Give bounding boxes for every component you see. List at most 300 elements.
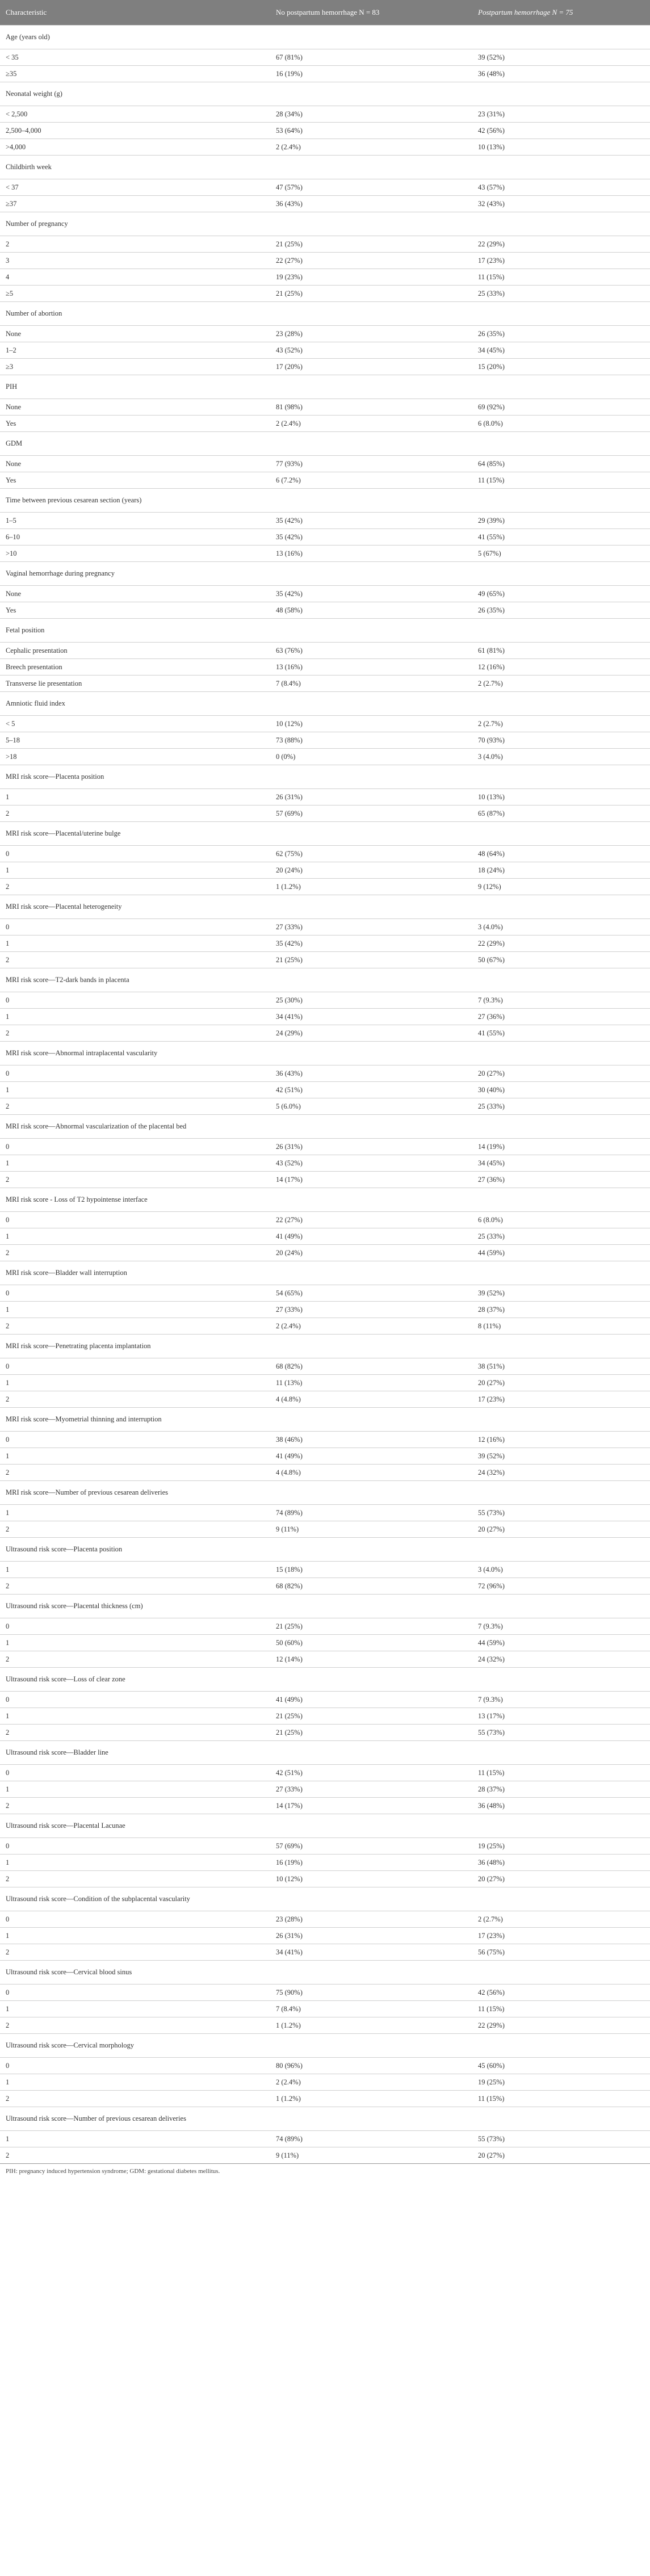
table-row xyxy=(0,1448,650,1465)
row-category: 2 xyxy=(0,236,270,253)
table-body xyxy=(0,26,650,2164)
row-pph-value: 3 (4.0%) xyxy=(472,1562,650,1578)
row-category: 2 xyxy=(0,1318,270,1335)
row-no-pph-value: 22 (27%) xyxy=(270,1212,472,1228)
row-no-pph-value: 35 (42%) xyxy=(270,935,472,952)
row-pph-value: 28 (37%) xyxy=(472,1302,650,1318)
row-category: 2 xyxy=(0,1465,270,1481)
section-empty-cell xyxy=(472,489,650,513)
row-no-pph-value: 75 (90%) xyxy=(270,1985,472,2001)
row-no-pph-value: 26 (31%) xyxy=(270,789,472,805)
row-category: ≥3 xyxy=(0,359,270,375)
section-empty-cell xyxy=(472,1814,650,1838)
table-row xyxy=(0,1009,650,1025)
row-no-pph-value: 36 (43%) xyxy=(270,196,472,212)
table-row xyxy=(0,789,650,805)
section-empty-cell xyxy=(472,1741,650,1765)
row-no-pph-value: 0 (0%) xyxy=(270,749,472,765)
row-no-pph-value: 26 (31%) xyxy=(270,1928,472,1944)
row-category: 2 xyxy=(0,1944,270,1961)
table-row xyxy=(0,1765,650,1781)
row-category: 0 xyxy=(0,846,270,862)
row-category: 5–18 xyxy=(0,732,270,749)
table-row xyxy=(0,342,650,359)
row-no-pph-value: 1 (1.2%) xyxy=(270,879,472,895)
row-category: 3 xyxy=(0,253,270,269)
row-pph-value: 8 (11%) xyxy=(472,1318,650,1335)
section-empty-cell xyxy=(472,2034,650,2058)
row-no-pph-value: 28 (34%) xyxy=(270,106,472,123)
section-empty-cell xyxy=(472,1261,650,1285)
row-category: 2 xyxy=(0,1098,270,1115)
section-empty-cell xyxy=(270,1481,472,1505)
row-no-pph-value: 13 (16%) xyxy=(270,546,472,562)
section-label: MRI risk score—Abnormal vascularization of the placental bed xyxy=(0,1115,270,1139)
section-label: Ultrasound risk score—Placental Lacunae xyxy=(0,1814,270,1838)
section-label: MRI risk score—Bladder wall interruption xyxy=(0,1261,270,1285)
section-row xyxy=(0,432,650,456)
table-row xyxy=(0,1562,650,1578)
row-no-pph-value: 21 (25%) xyxy=(270,236,472,253)
section-empty-cell xyxy=(270,2107,472,2131)
row-pph-value: 20 (27%) xyxy=(472,2147,650,2164)
section-empty-cell xyxy=(270,489,472,513)
row-category: 2 xyxy=(0,2147,270,2164)
footnote-row xyxy=(0,2164,650,2179)
row-pph-value: 2 (2.7%) xyxy=(472,676,650,692)
table-row xyxy=(0,1025,650,1042)
row-pph-value: 25 (33%) xyxy=(472,286,650,302)
header-no-pph: No postpartum hemorrhage N = 83 xyxy=(270,0,472,26)
table-row xyxy=(0,2147,650,2164)
row-pph-value: 34 (45%) xyxy=(472,1155,650,1172)
row-category: Yes xyxy=(0,602,270,619)
row-category: 2 xyxy=(0,1245,270,1261)
row-pph-value: 36 (48%) xyxy=(472,1798,650,1814)
section-row xyxy=(0,1595,650,1618)
row-pph-value: 6 (8.0%) xyxy=(472,416,650,432)
table-row xyxy=(0,2091,650,2107)
row-category: 1 xyxy=(0,1562,270,1578)
section-row xyxy=(0,156,650,179)
section-empty-cell xyxy=(270,968,472,992)
row-no-pph-value: 25 (30%) xyxy=(270,992,472,1009)
row-category: 1 xyxy=(0,1635,270,1651)
row-pph-value: 27 (36%) xyxy=(472,1172,650,1188)
section-row xyxy=(0,822,650,846)
row-pph-value: 22 (29%) xyxy=(472,236,650,253)
row-pph-value: 18 (24%) xyxy=(472,862,650,879)
header-pph: Postpartum hemorrhage N = 75 xyxy=(472,0,650,26)
table-row xyxy=(0,123,650,139)
section-label: Ultrasound risk score—Cervical blood sinus xyxy=(0,1961,270,1985)
row-no-pph-value: 27 (33%) xyxy=(270,919,472,935)
row-no-pph-value: 41 (49%) xyxy=(270,1692,472,1708)
row-category: 1 xyxy=(0,1302,270,1318)
row-pph-value: 61 (81%) xyxy=(472,643,650,659)
row-pph-value: 64 (85%) xyxy=(472,456,650,472)
section-empty-cell xyxy=(270,2034,472,2058)
row-pph-value: 7 (9.3%) xyxy=(472,1692,650,1708)
row-pph-value: 12 (16%) xyxy=(472,659,650,676)
section-row xyxy=(0,1887,650,1911)
row-category: 6–10 xyxy=(0,529,270,546)
table-row xyxy=(0,179,650,196)
section-empty-cell xyxy=(472,212,650,236)
table-row xyxy=(0,1911,650,1928)
table-row xyxy=(0,2131,650,2147)
row-no-pph-value: 57 (69%) xyxy=(270,1838,472,1855)
row-category: 2,500–4,000 xyxy=(0,123,270,139)
table-row xyxy=(0,1855,650,1871)
section-label: Number of pregnancy xyxy=(0,212,270,236)
section-empty-cell xyxy=(270,212,472,236)
table-row xyxy=(0,1871,650,1887)
row-category: < 37 xyxy=(0,179,270,196)
row-category: >4,000 xyxy=(0,139,270,156)
row-no-pph-value: 34 (41%) xyxy=(270,1009,472,1025)
section-label: MRI risk score—T2-dark bands in placenta xyxy=(0,968,270,992)
table-row xyxy=(0,1065,650,1082)
row-no-pph-value: 14 (17%) xyxy=(270,1172,472,1188)
row-pph-value: 10 (13%) xyxy=(472,139,650,156)
section-row xyxy=(0,562,650,586)
row-no-pph-value: 12 (14%) xyxy=(270,1651,472,1668)
table-row xyxy=(0,1302,650,1318)
table-row xyxy=(0,1708,650,1725)
row-pph-value: 12 (16%) xyxy=(472,1432,650,1448)
row-no-pph-value: 21 (25%) xyxy=(270,952,472,968)
section-empty-cell xyxy=(270,375,472,399)
table-row xyxy=(0,1228,650,1245)
section-label: Number of abortion xyxy=(0,302,270,326)
row-no-pph-value: 2 (2.4%) xyxy=(270,139,472,156)
row-no-pph-value: 11 (13%) xyxy=(270,1375,472,1391)
section-empty-cell xyxy=(270,156,472,179)
section-empty-cell xyxy=(270,895,472,919)
row-category: 2 xyxy=(0,879,270,895)
table-row xyxy=(0,1465,650,1481)
table-row xyxy=(0,1985,650,2001)
table-row xyxy=(0,602,650,619)
row-no-pph-value: 35 (42%) xyxy=(270,513,472,529)
table-row xyxy=(0,1838,650,1855)
section-row xyxy=(0,1042,650,1065)
section-label: GDM xyxy=(0,432,270,456)
row-no-pph-value: 22 (27%) xyxy=(270,253,472,269)
row-no-pph-value: 63 (76%) xyxy=(270,643,472,659)
row-no-pph-value: 19 (23%) xyxy=(270,269,472,286)
section-empty-cell xyxy=(270,1741,472,1765)
row-pph-value: 24 (32%) xyxy=(472,1465,650,1481)
row-pph-value: 38 (51%) xyxy=(472,1358,650,1375)
row-pph-value: 11 (15%) xyxy=(472,2091,650,2107)
section-empty-cell xyxy=(472,1887,650,1911)
row-pph-value: 17 (23%) xyxy=(472,253,650,269)
row-no-pph-value: 68 (82%) xyxy=(270,1358,472,1375)
row-pph-value: 43 (57%) xyxy=(472,179,650,196)
table-row xyxy=(0,879,650,895)
row-pph-value: 55 (73%) xyxy=(472,1725,650,1741)
row-pph-value: 17 (23%) xyxy=(472,1928,650,1944)
row-category: 0 xyxy=(0,1618,270,1635)
row-pph-value: 30 (40%) xyxy=(472,1082,650,1098)
section-empty-cell xyxy=(270,1538,472,1562)
table-row xyxy=(0,1635,650,1651)
section-empty-cell xyxy=(472,375,650,399)
row-no-pph-value: 41 (49%) xyxy=(270,1228,472,1245)
row-no-pph-value: 48 (58%) xyxy=(270,602,472,619)
row-pph-value: 49 (65%) xyxy=(472,586,650,602)
table-row xyxy=(0,49,650,66)
row-category: 4 xyxy=(0,269,270,286)
table-row xyxy=(0,399,650,416)
table-row xyxy=(0,1358,650,1375)
table-row xyxy=(0,1651,650,1668)
row-no-pph-value: 5 (6.0%) xyxy=(270,1098,472,1115)
section-label: PIH xyxy=(0,375,270,399)
row-pph-value: 36 (48%) xyxy=(472,1855,650,1871)
section-empty-cell xyxy=(472,619,650,643)
table-row xyxy=(0,586,650,602)
section-empty-cell xyxy=(270,432,472,456)
section-row xyxy=(0,82,650,106)
row-pph-value: 17 (23%) xyxy=(472,1391,650,1408)
row-pph-value: 27 (36%) xyxy=(472,1009,650,1025)
row-category: 0 xyxy=(0,992,270,1009)
row-category: < 5 xyxy=(0,716,270,732)
row-category: 1 xyxy=(0,2131,270,2147)
row-no-pph-value: 24 (29%) xyxy=(270,1025,472,1042)
section-empty-cell xyxy=(270,1335,472,1358)
row-category: Transverse lie presentation xyxy=(0,676,270,692)
row-pph-value: 20 (27%) xyxy=(472,1375,650,1391)
row-no-pph-value: 16 (19%) xyxy=(270,1855,472,1871)
table-row xyxy=(0,1139,650,1155)
table-row xyxy=(0,2074,650,2091)
row-category: 2 xyxy=(0,952,270,968)
row-category: 2 xyxy=(0,1391,270,1408)
table-row xyxy=(0,935,650,952)
row-no-pph-value: 9 (11%) xyxy=(270,1521,472,1538)
table-row xyxy=(0,659,650,676)
row-no-pph-value: 2 (2.4%) xyxy=(270,1318,472,1335)
row-pph-value: 45 (60%) xyxy=(472,2058,650,2074)
row-pph-value: 50 (67%) xyxy=(472,952,650,968)
row-no-pph-value: 10 (12%) xyxy=(270,716,472,732)
table-row xyxy=(0,1245,650,1261)
section-empty-cell xyxy=(270,26,472,49)
row-no-pph-value: 21 (25%) xyxy=(270,1708,472,1725)
table-row xyxy=(0,456,650,472)
section-empty-cell xyxy=(472,895,650,919)
section-empty-cell xyxy=(472,692,650,716)
table-row xyxy=(0,359,650,375)
section-empty-cell xyxy=(270,82,472,106)
row-pph-value: 44 (59%) xyxy=(472,1635,650,1651)
row-category: 0 xyxy=(0,919,270,935)
row-category: 1 xyxy=(0,1505,270,1521)
section-label: Childbirth week xyxy=(0,156,270,179)
table-row xyxy=(0,1318,650,1335)
row-category: 0 xyxy=(0,1285,270,1302)
table-row xyxy=(0,416,650,432)
row-category: None xyxy=(0,399,270,416)
row-category: 1 xyxy=(0,2001,270,2017)
row-pph-value: 44 (59%) xyxy=(472,1245,650,1261)
row-no-pph-value: 38 (46%) xyxy=(270,1432,472,1448)
row-pph-value: 48 (64%) xyxy=(472,846,650,862)
table-row xyxy=(0,236,650,253)
section-empty-cell xyxy=(472,968,650,992)
table-row xyxy=(0,66,650,82)
header-characteristic: Characteristic xyxy=(0,0,270,26)
section-empty-cell xyxy=(472,1595,650,1618)
row-no-pph-value: 43 (52%) xyxy=(270,1155,472,1172)
section-row xyxy=(0,375,650,399)
row-pph-value: 56 (75%) xyxy=(472,1944,650,1961)
section-empty-cell xyxy=(472,1668,650,1692)
section-empty-cell xyxy=(270,1042,472,1065)
row-no-pph-value: 2 (2.4%) xyxy=(270,2074,472,2091)
section-label: Ultrasound risk score—Bladder line xyxy=(0,1741,270,1765)
row-pph-value: 28 (37%) xyxy=(472,1781,650,1798)
section-empty-cell xyxy=(270,822,472,846)
row-category: 0 xyxy=(0,1985,270,2001)
row-category: 2 xyxy=(0,1521,270,1538)
row-category: 2 xyxy=(0,1798,270,1814)
row-category: 2 xyxy=(0,1025,270,1042)
table-row xyxy=(0,1391,650,1408)
row-category: 1 xyxy=(0,1708,270,1725)
table-row xyxy=(0,862,650,879)
row-pph-value: 22 (29%) xyxy=(472,935,650,952)
table-row xyxy=(0,805,650,822)
section-label: MRI risk score—Placenta position xyxy=(0,765,270,789)
section-label: Neonatal weight (g) xyxy=(0,82,270,106)
row-pph-value: 6 (8.0%) xyxy=(472,1212,650,1228)
table-row xyxy=(0,2017,650,2034)
row-category: 1 xyxy=(0,1082,270,1098)
row-no-pph-value: 50 (60%) xyxy=(270,1635,472,1651)
row-no-pph-value: 35 (42%) xyxy=(270,586,472,602)
row-pph-value: 72 (96%) xyxy=(472,1578,650,1595)
section-row xyxy=(0,489,650,513)
row-category: 1 xyxy=(0,1228,270,1245)
row-pph-value: 20 (27%) xyxy=(472,1871,650,1887)
row-no-pph-value: 53 (64%) xyxy=(270,123,472,139)
row-category: ≥37 xyxy=(0,196,270,212)
table-row xyxy=(0,2058,650,2074)
section-empty-cell xyxy=(472,432,650,456)
row-category: 0 xyxy=(0,1838,270,1855)
row-pph-value: 20 (27%) xyxy=(472,1521,650,1538)
row-no-pph-value: 42 (51%) xyxy=(270,1765,472,1781)
row-pph-value: 24 (32%) xyxy=(472,1651,650,1668)
row-pph-value: 42 (56%) xyxy=(472,123,650,139)
section-empty-cell xyxy=(270,1961,472,1985)
section-empty-cell xyxy=(472,562,650,586)
row-no-pph-value: 26 (31%) xyxy=(270,1139,472,1155)
row-no-pph-value: 21 (25%) xyxy=(270,1725,472,1741)
table-row xyxy=(0,1781,650,1798)
section-row xyxy=(0,1481,650,1505)
section-empty-cell xyxy=(472,2107,650,2131)
section-label: Ultrasound risk score—Placental thickness (cm) xyxy=(0,1595,270,1618)
section-row xyxy=(0,302,650,326)
row-no-pph-value: 27 (33%) xyxy=(270,1302,472,1318)
section-empty-cell xyxy=(270,1887,472,1911)
row-pph-value: 32 (43%) xyxy=(472,196,650,212)
section-row xyxy=(0,968,650,992)
section-empty-cell xyxy=(472,822,650,846)
row-category: 0 xyxy=(0,1358,270,1375)
row-category: 2 xyxy=(0,805,270,822)
row-category: 2 xyxy=(0,1871,270,1887)
row-no-pph-value: 36 (43%) xyxy=(270,1065,472,1082)
row-category: 0 xyxy=(0,1139,270,1155)
row-pph-value: 65 (87%) xyxy=(472,805,650,822)
table-row xyxy=(0,139,650,156)
row-pph-value: 15 (20%) xyxy=(472,359,650,375)
section-empty-cell xyxy=(270,765,472,789)
row-category: 0 xyxy=(0,1065,270,1082)
section-row xyxy=(0,2034,650,2058)
row-no-pph-value: 23 (28%) xyxy=(270,326,472,342)
section-empty-cell xyxy=(472,156,650,179)
row-category: 0 xyxy=(0,1432,270,1448)
row-pph-value: 20 (27%) xyxy=(472,1065,650,1082)
row-no-pph-value: 7 (8.4%) xyxy=(270,2001,472,2017)
row-no-pph-value: 74 (89%) xyxy=(270,1505,472,1521)
row-category: 1 xyxy=(0,1855,270,1871)
row-pph-value: 26 (35%) xyxy=(472,602,650,619)
row-pph-value: 55 (73%) xyxy=(472,2131,650,2147)
section-row xyxy=(0,1335,650,1358)
row-no-pph-value: 7 (8.4%) xyxy=(270,676,472,692)
section-empty-cell xyxy=(270,1115,472,1139)
row-no-pph-value: 34 (41%) xyxy=(270,1944,472,1961)
row-pph-value: 9 (12%) xyxy=(472,879,650,895)
row-pph-value: 5 (67%) xyxy=(472,546,650,562)
row-category: Breech presentation xyxy=(0,659,270,676)
row-no-pph-value: 68 (82%) xyxy=(270,1578,472,1595)
row-category: 1 xyxy=(0,1448,270,1465)
table-row xyxy=(0,529,650,546)
row-category: < 2,500 xyxy=(0,106,270,123)
section-row xyxy=(0,26,650,49)
row-category: 1–5 xyxy=(0,513,270,529)
row-no-pph-value: 67 (81%) xyxy=(270,49,472,66)
row-pph-value: 10 (13%) xyxy=(472,789,650,805)
row-no-pph-value: 2 (2.4%) xyxy=(270,416,472,432)
row-category: 1 xyxy=(0,1781,270,1798)
row-pph-value: 7 (9.3%) xyxy=(472,1618,650,1635)
row-category: None xyxy=(0,456,270,472)
section-row xyxy=(0,765,650,789)
table-row xyxy=(0,1928,650,1944)
section-label: Ultrasound risk score—Loss of clear zone xyxy=(0,1668,270,1692)
section-row xyxy=(0,1188,650,1212)
row-pph-value: 36 (48%) xyxy=(472,66,650,82)
row-category: None xyxy=(0,326,270,342)
row-category: 0 xyxy=(0,1692,270,1708)
table-row xyxy=(0,732,650,749)
table-row xyxy=(0,546,650,562)
row-no-pph-value: 9 (11%) xyxy=(270,2147,472,2164)
row-category: >18 xyxy=(0,749,270,765)
row-pph-value: 14 (19%) xyxy=(472,1139,650,1155)
